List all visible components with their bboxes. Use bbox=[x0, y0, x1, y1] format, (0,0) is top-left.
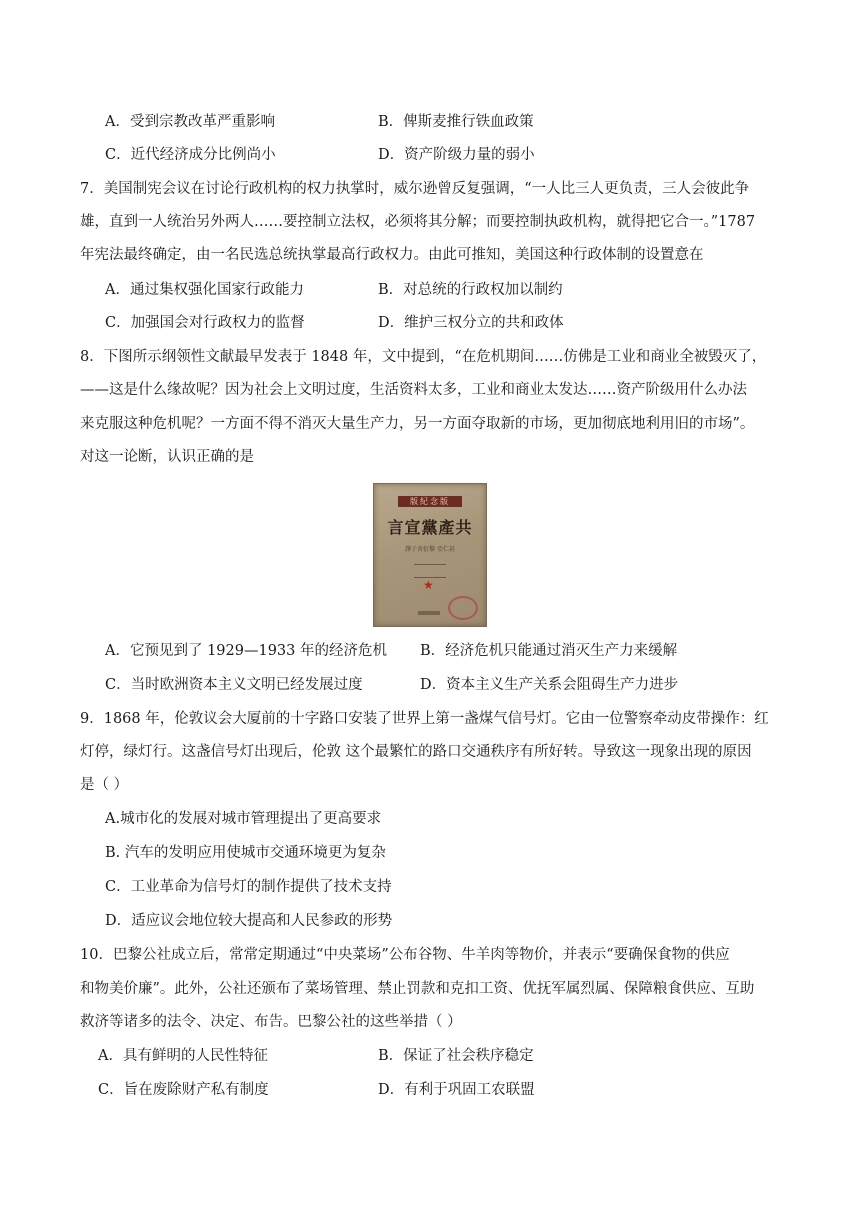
q9-option-c: C．工业革命为信号灯的制作提供了技术支持 bbox=[105, 879, 392, 895]
q10-stem-line: 10．巴黎公社成立后，常常定期通过“中央菜场”公布谷物、牛羊肉等物价，并表示“要确保食物的供应 bbox=[80, 947, 730, 963]
q7-stem-line: 7．美国制宪会议在讨论行政机构的权力执掌时，威尔逊曾反复强调，“一人比三人更负责，三人会彼此争 bbox=[80, 181, 750, 197]
q7-option-b: B．对总统的行政权加以制约 bbox=[378, 282, 563, 298]
q6-option-d: D．资产阶级力量的弱小 bbox=[378, 147, 535, 163]
q7-option-a: A．通过集权强化国家行政能力 bbox=[105, 282, 304, 298]
cover-publisher-mark bbox=[418, 611, 440, 615]
q7-stem-line: 年宪法最终确定，由一名民选总统执掌最高行政权力。由此可推知，美国这种行政体制的设置意在 bbox=[80, 247, 704, 263]
q10-option-a: A．具有鲜明的人民性特征 bbox=[98, 1048, 268, 1064]
q8-option-a: A．它预见到了 1929—1933 年的经济危机 bbox=[105, 643, 387, 659]
q7-option-c: C．加强国会对行政权力的监督 bbox=[105, 315, 305, 331]
communist-manifesto-cover-image bbox=[373, 483, 487, 627]
cover-banner: 版紀念版 bbox=[398, 496, 462, 507]
q6-option-a: A．受到宗教改革严重影响 bbox=[105, 114, 275, 130]
q8-stem-line: 8．下图所示纲领性文献最早发表于 1848 年，文中提到，“在危机期间……仿佛是工业和商业全被毁灭了， bbox=[80, 349, 767, 365]
q10-option-b: B．保证了社会秩序稳定 bbox=[378, 1048, 534, 1064]
cover-title: 言宣黨產共 bbox=[387, 518, 473, 537]
red-star-icon: ★ bbox=[423, 578, 434, 592]
q10-stem-line: 和物美价廉”。此外，公社还颁布了菜场管理、禁止罚款和克扣工资、优抚军属烈属、保障粮食供应、互助 bbox=[80, 981, 755, 997]
q8-option-d: D．资本主义生产关系会阻碍生产力进步 bbox=[420, 677, 679, 693]
q8-stem-line: ——这是什么缘故呢？因为社会上文明过度，生活资料太多，工业和商业太发达……资产阶级用什么办法 bbox=[80, 382, 747, 398]
q6-option-c: C．近代经济成分比例尚小 bbox=[105, 147, 276, 163]
q7-stem-line: 雄，直到一人统治另外两人……要控制立法权，必须将其分解；而要控制执政机构，就得把它合一。”1787 bbox=[80, 214, 756, 230]
q9-stem-line: 9．1868 年，伦敦议会大厦前的十字路口安装了世界上第一盏煤气信号灯。它由一位警察牵动皮带操作：红 bbox=[80, 711, 769, 727]
q9-option-b: B. 汽车的发明应用使城市交通环境更为复杂 bbox=[105, 845, 386, 861]
q9-stem-line: 灯停，绿灯行。这盏信号灯出现后，伦敦 这个最繁忙的路口交通秩序有所好转。导致这一现象出现的原因 bbox=[80, 744, 752, 760]
q9-option-d: D．适应议会地位较大提高和人民参政的形势 bbox=[105, 913, 393, 929]
library-stamp-icon bbox=[448, 596, 478, 620]
q7-option-d: D．维护三权分立的共和政体 bbox=[378, 315, 564, 331]
q8-stem-line: 来克服这种危机呢？一方面不得不消灭大量生产力，另一方面夺取新的市场，更加彻底地利用旧的市场”。 bbox=[80, 416, 755, 432]
q10-option-c: C．旨在废除财产私有制度 bbox=[98, 1082, 269, 1098]
q9-stem-line: 是（ ） bbox=[80, 777, 129, 793]
q8-option-c: C．当时欧洲资本主义文明已经发展过度 bbox=[105, 677, 363, 693]
q10-stem-line: 救济等诸多的法令、决定、布告。巴黎公社的这些举措（ ） bbox=[80, 1014, 462, 1030]
q8-stem-line: 对这一论断，认识正确的是 bbox=[80, 449, 254, 465]
cover-subtitle: 譯子舍衍黎 亞仁甚 bbox=[405, 546, 455, 553]
q10-option-d: D．有利于巩固工农联盟 bbox=[378, 1082, 535, 1098]
q6-option-b: B．俾斯麦推行铁血政策 bbox=[378, 114, 534, 130]
q8-option-b: B．经济危机只能通过消灭生产力来缓解 bbox=[420, 643, 678, 659]
q9-option-a: A.城市化的发展对城市管理提出了更高要求 bbox=[105, 811, 382, 827]
cover-ornament bbox=[414, 564, 446, 578]
